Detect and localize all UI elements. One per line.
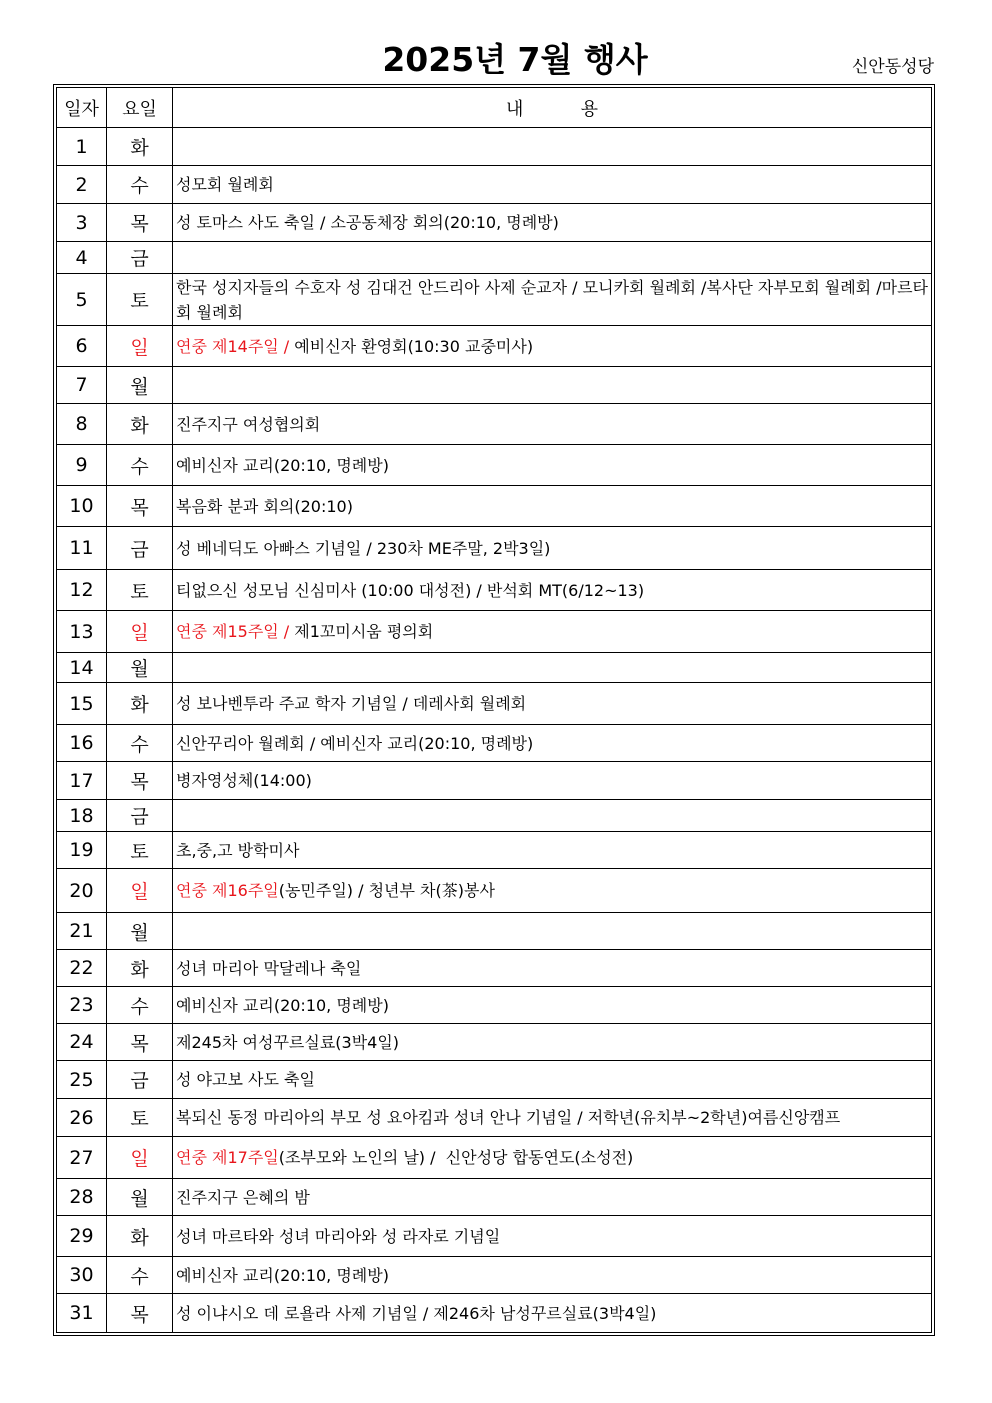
event-content-cell (173, 1024, 932, 1061)
event-text: 신안꾸리아 월례회 / 예비신자 교리(20:10, 명례방) (176, 733, 534, 753)
weekday-cell: 수 (107, 1257, 173, 1294)
weekday-cell: 토 (107, 274, 173, 326)
day-cell: 14 (57, 653, 107, 683)
event-content-cell (173, 913, 932, 950)
day-cell: 27 (57, 1137, 107, 1179)
table-row (57, 653, 932, 683)
weekday-cell: 목 (107, 1294, 173, 1333)
weekday-cell: 화 (107, 404, 173, 445)
table-row (57, 1099, 932, 1137)
event-content-cell (173, 1216, 932, 1257)
event-text: 복음화 분과 회의(20:10) (176, 496, 353, 516)
event-content-cell (173, 570, 932, 611)
table-row (57, 204, 932, 242)
event-content-cell (173, 1099, 932, 1137)
day-cell: 16 (57, 725, 107, 762)
day-cell: 30 (57, 1257, 107, 1294)
day-cell: 4 (57, 242, 107, 274)
table-row (57, 326, 932, 367)
parish-name: 신안동성당 (851, 57, 934, 77)
event-content-cell (173, 527, 932, 570)
day-cell: 19 (57, 832, 107, 869)
day-cell: 3 (57, 204, 107, 242)
table-row (57, 950, 932, 987)
event-content-cell (173, 1294, 932, 1333)
event-text: 성 야고보 사도 축일 (176, 1070, 315, 1089)
weekday-cell: 화 (107, 1216, 173, 1257)
sunday-liturgy-label: 연중 제14주일 / (176, 336, 290, 356)
sunday-liturgy-label: 연중 제16주일 (176, 881, 279, 900)
day-cell: 21 (57, 913, 107, 950)
table-row (57, 1257, 932, 1294)
table-row (57, 832, 932, 869)
table-header-row (57, 88, 932, 128)
table-row (57, 869, 932, 913)
table-row (57, 725, 932, 762)
event-text: 티없으신 성모님 신심미사 (10:00 대성전) / 반석회 MT(6/12~13) (176, 580, 645, 600)
weekday-cell: 수 (107, 987, 173, 1024)
event-content-cell (173, 987, 932, 1024)
event-content-cell (173, 326, 932, 367)
day-cell: 2 (57, 166, 107, 204)
day-cell: 20 (57, 869, 107, 913)
day-cell: 23 (57, 987, 107, 1024)
day-cell: 26 (57, 1099, 107, 1137)
event-content-cell (173, 1061, 932, 1099)
schedule-table-frame (53, 84, 935, 1336)
event-text: 진주지구 은혜의 밤 (176, 1187, 310, 1207)
weekday-cell: 수 (107, 725, 173, 762)
event-text: 한국 성지자들의 수호자 성 김대건 안드리아 사제 순교자 / 모니카회 월례회 /복사단 자부모회 월례회 /마르타회 월례회 (176, 277, 928, 322)
weekday-cell: 금 (107, 1061, 173, 1099)
day-cell: 5 (57, 274, 107, 326)
weekday-cell: 토 (107, 832, 173, 869)
day-cell: 25 (57, 1061, 107, 1099)
weekday-cell: 수 (107, 445, 173, 486)
table-row (57, 570, 932, 611)
weekday-cell: 월 (107, 1179, 173, 1216)
table-row (57, 274, 932, 326)
event-content-cell (173, 1179, 932, 1216)
day-cell: 11 (57, 527, 107, 570)
event-text: 성 보나벤투라 주교 학자 기념일 / 데레사회 월례회 (176, 694, 527, 713)
weekday-cell: 토 (107, 1099, 173, 1137)
event-text: 성 베네딕도 아빠스 기념일 / 230차 ME주말, 2박3일) (176, 538, 551, 558)
table-row (57, 1216, 932, 1257)
weekday-cell: 금 (107, 800, 173, 832)
event-content-cell (173, 486, 932, 527)
weekday-cell: 일 (107, 869, 173, 913)
table-row (57, 1061, 932, 1099)
weekday-cell: 일 (107, 326, 173, 367)
table-row (57, 1024, 932, 1061)
day-cell: 13 (57, 611, 107, 653)
event-content-cell (173, 274, 932, 326)
weekday-cell: 일 (107, 611, 173, 653)
event-content-cell (173, 204, 932, 242)
event-content-cell (173, 445, 932, 486)
day-cell: 31 (57, 1294, 107, 1333)
event-text: 제1꼬미시움 평의회 (289, 622, 434, 641)
table-row (57, 527, 932, 570)
table-row (57, 404, 932, 445)
event-content-cell (173, 128, 932, 166)
table-row (57, 445, 932, 486)
event-content-cell (173, 611, 932, 653)
event-content-cell (173, 869, 932, 913)
day-cell: 8 (57, 404, 107, 445)
header-content: 내 용 (173, 88, 932, 128)
table-row (57, 166, 932, 204)
weekday-cell: 화 (107, 683, 173, 725)
day-cell: 12 (57, 570, 107, 611)
day-cell: 15 (57, 683, 107, 725)
table-row (57, 800, 932, 832)
event-text: 복되신 동정 마리아의 부모 성 요아킴과 성녀 안나 기념일 / 저학년(유치부~2학년)여름신앙캠프 (176, 1108, 841, 1127)
day-cell: 6 (57, 326, 107, 367)
day-cell: 10 (57, 486, 107, 527)
page-title: 2025년 7월 행사 (382, 40, 648, 79)
day-cell: 17 (57, 762, 107, 800)
event-text: 예비신자 교리(20:10, 명례방) (176, 455, 389, 475)
header-weekday: 요일 (107, 88, 173, 128)
day-cell: 28 (57, 1179, 107, 1216)
day-cell: 29 (57, 1216, 107, 1257)
weekday-cell: 일 (107, 1137, 173, 1179)
table-row (57, 1294, 932, 1333)
event-content-cell (173, 367, 932, 404)
table-row (57, 611, 932, 653)
table-row (57, 486, 932, 527)
weekday-cell: 금 (107, 527, 173, 570)
event-text: 예비신자 교리(20:10, 명례방) (176, 995, 389, 1015)
weekday-cell: 화 (107, 128, 173, 166)
table-row (57, 683, 932, 725)
event-content-cell (173, 800, 932, 832)
event-text: 성녀 마리아 막달레나 축일 (176, 958, 362, 978)
event-text: 성 토마스 사도 축일 / 소공동체장 회의(20:10, 명례방) (176, 213, 559, 232)
event-content-cell (173, 166, 932, 204)
weekday-cell: 목 (107, 486, 173, 527)
table-row (57, 987, 932, 1024)
event-text: 제245차 여성꾸르실료(3박4일) (176, 1032, 400, 1052)
weekday-cell: 수 (107, 166, 173, 204)
sunday-liturgy-label: 연중 제17주일 (176, 1148, 279, 1167)
event-text: (농민주일) / 청년부 차(茶)봉사 (278, 881, 495, 900)
event-text: 병자영성체(14:00) (176, 771, 312, 790)
event-text: 성녀 마르타와 성녀 마리아와 성 라자로 기념일 (176, 1226, 501, 1246)
weekday-cell: 월 (107, 913, 173, 950)
table-row (57, 1137, 932, 1179)
weekday-cell: 목 (107, 1024, 173, 1061)
sunday-liturgy-label: 연중 제15주일 / (176, 622, 290, 641)
event-text: 초,중,고 방학미사 (176, 840, 300, 860)
event-content-cell (173, 762, 932, 800)
weekday-cell: 토 (107, 570, 173, 611)
event-content-cell (173, 653, 932, 683)
weekday-cell: 월 (107, 653, 173, 683)
table-row (57, 913, 932, 950)
event-content-cell (173, 404, 932, 445)
day-cell: 24 (57, 1024, 107, 1061)
table-row (57, 762, 932, 800)
event-content-cell (173, 683, 932, 725)
event-content-cell (173, 725, 932, 762)
table-row (57, 128, 932, 166)
event-text: 성모회 월례회 (176, 175, 274, 194)
weekday-cell: 목 (107, 204, 173, 242)
table-row (57, 1179, 932, 1216)
weekday-cell: 월 (107, 367, 173, 404)
event-text: 예비신자 교리(20:10, 명례방) (176, 1265, 389, 1285)
event-content-cell (173, 242, 932, 274)
day-cell: 9 (57, 445, 107, 486)
event-text: 예비신자 환영회(10:30 교중미사) (289, 336, 534, 356)
event-text: (조부모와 노인의 날) / 신안성당 합동연도(소성전) (278, 1148, 634, 1167)
day-cell: 22 (57, 950, 107, 987)
event-content-cell (173, 832, 932, 869)
day-cell: 1 (57, 128, 107, 166)
event-content-cell (173, 950, 932, 987)
weekday-cell: 금 (107, 242, 173, 274)
header-day: 일자 (57, 88, 107, 128)
day-cell: 18 (57, 800, 107, 832)
table-row (57, 367, 932, 404)
event-text: 성 이냐시오 데 로욜라 사제 기념일 / 제246차 남성꾸르실료(3박4일) (176, 1303, 657, 1323)
weekday-cell: 목 (107, 762, 173, 800)
event-content-cell (173, 1137, 932, 1179)
weekday-cell: 화 (107, 950, 173, 987)
event-content-cell (173, 1257, 932, 1294)
event-text: 진주지구 여성협의회 (176, 414, 321, 434)
schedule-table (56, 87, 932, 1333)
table-row (57, 242, 932, 274)
day-cell: 7 (57, 367, 107, 404)
